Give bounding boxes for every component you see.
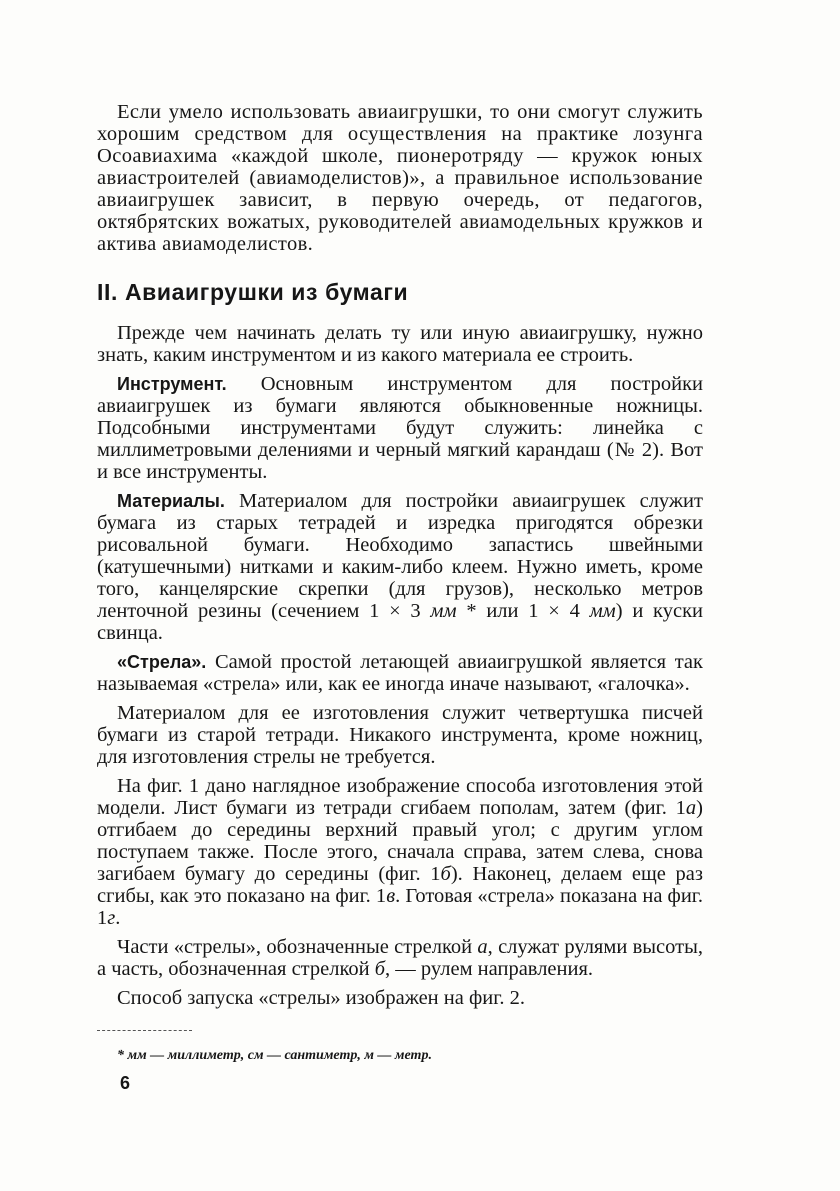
fig1-letter-v: в	[386, 885, 396, 907]
fig1-letter-a: а	[685, 797, 697, 819]
runin-instrument: Инструмент.	[117, 374, 227, 394]
parts-text-3: , — рулем направления.	[385, 958, 594, 980]
section-heading: II. Авиаигрушки из бумаги	[97, 279, 409, 305]
paragraph-instrument	[97, 373, 703, 483]
fig1-text-3: ). Наконец, делаем еще раз сгибы, как это показано на фиг. 1	[97, 863, 703, 907]
footnote: * мм — миллиметр, см — сантиметр, м — метр.	[117, 1048, 432, 1063]
footnote-rule	[97, 1030, 192, 1031]
fig1-letter-g: г	[107, 907, 116, 929]
page-number: 6	[120, 1073, 131, 1093]
parts-text-2: , служат рулями высоты, а часть, обозначенная стрелкой	[97, 936, 703, 980]
materials-text-a: Материалом для постройки авиаигрушек служит бумага из старых тетрадей и изредка пригодятся обрезки рисовальной бумаги. Необходимо запастись швейными (катушечными) нитками и каким-либо клеем. Нужно иметь, кроме того, канцелярские скрепки (для грузов), несколько метров ленточной резины (сечением 1 × 3	[97, 490, 703, 622]
footnote-mark: *	[456, 600, 477, 622]
intro-section	[97, 101, 703, 255]
unit-mm-2: мм	[589, 600, 616, 622]
paragraph-material: Материалом для ее изготовления служит четвертушка писчей бумаги из старой тетради. Никакого инструмента, кроме ножниц, для изготовления стрелы не требуется.	[97, 702, 703, 768]
instrument-text: Основным инструментом для постройки авиаигрушек из бумаги являются обыкновенные ножницы. Подсобными инструментами будут служить: линейка с миллиметровыми делениями и черный мягкий карандаш (№ 2). Вот и все инструменты.	[97, 373, 703, 483]
paragraph-prelude: Прежде чем начинать делать ту или иную авиаигрушку, нужно знать, каким инструментом и из какого материала ее строить.	[97, 322, 703, 366]
parts-text-1: Части «стрелы», обозначенные стрелкой	[117, 936, 478, 958]
paragraph-strela	[97, 651, 703, 695]
intro-paragraph: Если умело использовать авиаигрушки, то они смогут служить хорошим средством для осуществления на практике лозунга Осоавиахима «каждой школе, пионеротряду — кружок юных авиастроителей (авиамоделистов)», а правильное использование авиаигрушек зависит, в первую очередь, от педагогов, октябрятских вожатых, руководителей авиамодельных кружков и актива авиамоделистов.	[97, 101, 703, 255]
paragraph-fig1	[97, 775, 703, 929]
runin-strela: «Стрела».	[117, 652, 207, 672]
materials-text-b: или 1 × 4	[476, 600, 590, 622]
fig1-text-1: На фиг. 1 дано наглядное изображение способа изготовления этой модели. Лист бумаги из тетради сгибаем пополам, затем (фиг. 1	[97, 775, 703, 819]
paragraph-launch: Способ запуска «стрелы» изображен на фиг. 2.	[117, 987, 525, 1009]
paragraph-parts	[97, 936, 703, 980]
fig1-text-5: .	[115, 907, 121, 929]
section-body	[97, 322, 703, 1009]
fig1-letter-b: б	[440, 863, 451, 885]
fig1-text-4: . Готовая «стрела» показана на фиг. 1	[97, 885, 704, 929]
materials-text-c: ) и куски свинца.	[97, 600, 704, 644]
strela-text: Самой простой летающей авиаигрушкой является так называемая «стрела» или, как ее иногда иначе называют, «галочка».	[97, 651, 703, 695]
parts-letter-b: б	[374, 958, 386, 980]
fig1-text-2: ) отгибаем до середины верхний правый угол; с другим углом поступаем также. После этого, сначала справа, затем слева, снова загибаем бумагу до середины (фиг. 1	[97, 797, 703, 885]
paragraph-materials	[97, 490, 703, 644]
parts-letter-a: а	[477, 936, 488, 958]
unit-mm: мм	[430, 600, 457, 622]
runin-materials: Материалы.	[117, 491, 225, 511]
